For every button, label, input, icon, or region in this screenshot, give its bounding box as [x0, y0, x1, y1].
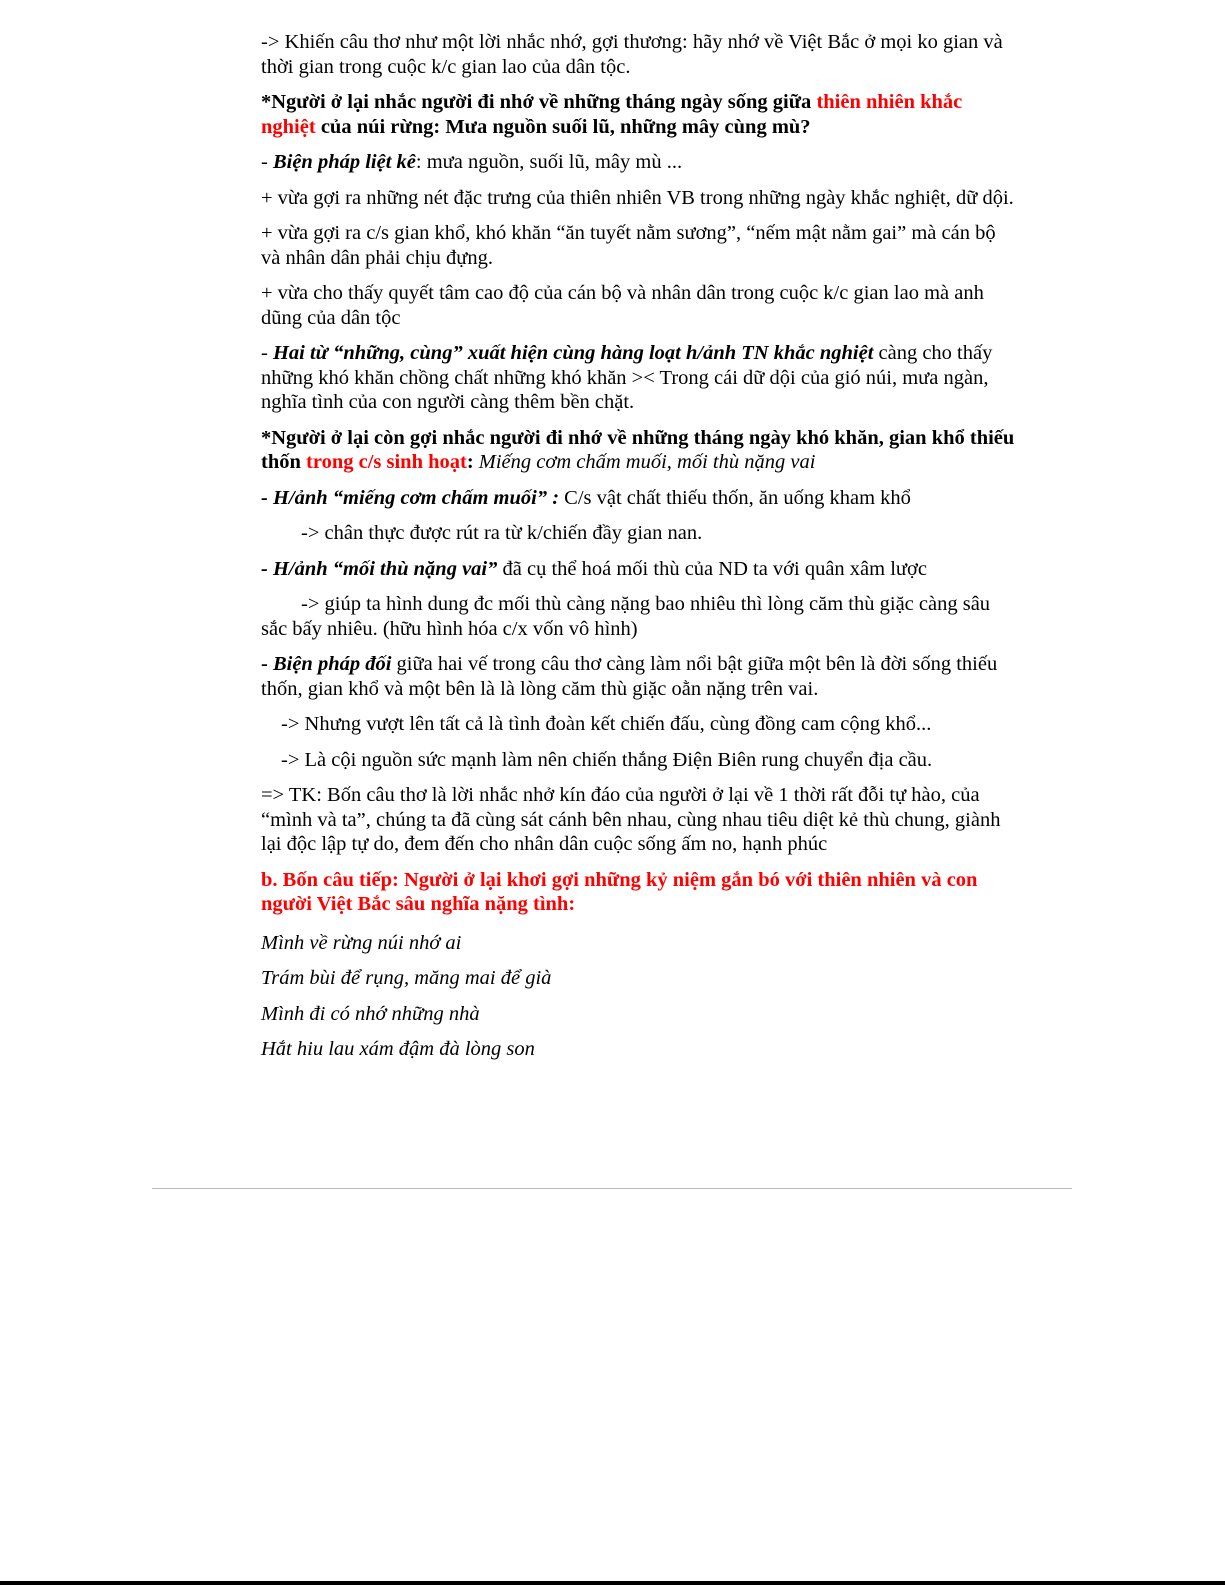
bottom-edge-bar	[0, 1581, 1225, 1585]
text-normal: C/s vật chất thiếu thốn, ăn uống kham khổ	[559, 486, 911, 509]
text-lead: -	[261, 653, 273, 675]
text-normal: -> giúp ta hình dung đc mối thù càng nặng bao nhiêu thì lòng căm thù giặc càng sâu sắc bấy nhiêu. (hữu hình hóa c/x vốn vô hình)	[261, 593, 991, 640]
text-bold: *Người ở lại còn gợi nhắc người đi nhớ về những tháng ngày khó khăn, gian khổ thiếu thốn	[261, 426, 1015, 473]
paragraph-enumeration	[261, 150, 1017, 175]
page-divider	[152, 1188, 1072, 1189]
text-bold-italic: Hai từ “những, cùng” xuất hiện cùng hàng loạt h/ảnh TN khắc nghiệt	[272, 342, 874, 364]
paragraph-nature-intro	[261, 90, 1017, 139]
document-body	[261, 30, 1017, 1073]
poem-line: Mình đi có nhớ những nhà	[261, 1002, 480, 1025]
section-heading: b. Bốn câu tiếp: Người ở lại khơi gợi những kỷ niệm gắn bó với thiên nhiên và con người Việt Bắc sâu nghĩa nặng tình:	[261, 868, 978, 915]
text-normal: đã cụ thể hoá mối thù của ND ta với quân xâm lược	[497, 557, 927, 580]
text-normal: càng cho thấy những khó khăn chồng chất những khó khăn >< Trong cái dữ dội của gió núi, mưa ngàn, nghĩa tình của con người càng thêm bền chặt.	[261, 342, 993, 413]
paragraph-rice-salt	[261, 486, 1017, 511]
text-normal: : mưa nguồn, suối lũ, mây mù ...	[415, 151, 683, 173]
text-bold: *Người ở lại nhắc người đi nhớ về những tháng ngày sống giữa	[261, 91, 817, 113]
text-highlight-red: thiên nhiên khắc nghiệt	[261, 91, 963, 138]
paragraph-point-3: + vừa cho thấy quyết tâm cao độ của cán bộ và nhân dân trong cuộc k/c gian lao mà anh dũng của dân tộc	[261, 282, 984, 329]
text-lead: -	[261, 151, 273, 173]
text-highlight-red: trong c/s sinh hoạt	[306, 451, 467, 473]
paragraph-contrast	[261, 652, 1017, 701]
text-bold-italic: Biện pháp đối	[272, 653, 392, 675]
poem-block	[261, 931, 1017, 1062]
text-bold-italic: - H/ảnh “miếng cơm chấm muối” :	[261, 486, 560, 509]
poem-line: Trám bùi để rụng, măng mai để già	[261, 967, 552, 989]
text-bold-italic: Biện pháp liệt kê	[272, 151, 416, 173]
text-bold: của núi rừng: Mưa nguồn suối lũ, những mây cùng mù?	[315, 115, 811, 138]
text-italic: Miếng cơm chấm muối, mối thù nặng vai	[473, 451, 816, 473]
poem-line: Mình về rừng núi nhớ ai	[261, 931, 462, 954]
paragraph-rice-salt-note: -> chân thực được rút ra từ k/chiến đầy gian nan.	[301, 522, 703, 544]
paragraph-point-2: + vừa gợi ra c/s gian khổ, khó khăn “ăn tuyết nằm sương”, “nếm mật nằm gai” mà cán bộ và nhân dân phải chịu đựng.	[261, 222, 996, 269]
paragraph-hatred	[261, 557, 1017, 582]
paragraph-strength: -> Là cội nguồn sức mạnh làm nên chiến thắng Điện Biên rung chuyển địa cầu.	[281, 748, 933, 771]
text-bold: :	[466, 451, 474, 473]
paragraph-hardship-intro	[261, 426, 1017, 475]
text-normal: giữa hai vế trong câu thơ càng làm nổi bật giữa một bên là đời sống thiếu thốn, gian khổ và một bên là là lòng căm thù giặc oằn nặng trên vai.	[261, 653, 998, 700]
paragraph-two-words	[261, 341, 1017, 415]
text-bold-italic: - H/ảnh “mối thù nặng vai”	[261, 557, 498, 580]
paragraph-hatred-note	[261, 592, 1017, 641]
paragraph-point-1: + vừa gợi ra những nét đặc trưng của thiên nhiên VB trong những ngày khắc nghiệt, dữ dội.	[261, 186, 1014, 209]
text-lead: -	[261, 342, 273, 364]
paragraph-unity: -> Nhưng vượt lên tất cả là tình đoàn kết chiến đấu, cùng đồng cam cộng khổ...	[281, 713, 932, 735]
poem-line: Hắt hiu lau xám đậm đà lòng son	[261, 1038, 535, 1060]
paragraph-conclusion-1: -> Khiến câu thơ như một lời nhắc nhớ, gợi thương: hãy nhớ về Việt Bắc ở mọi ko gian và thời gian trong cuộc k/c gian lao của dân tộc.	[261, 31, 1003, 78]
paragraph-summary: => TK: Bốn câu thơ là lời nhắc nhở kín đáo của người ở lại về 1 thời rất đỗi tự hào, của “mình và ta”, chúng ta đã cùng sát cánh bên nhau, cùng nhau tiêu diệt kẻ thù chung, giành lại độc lập tự do, đem đến cho nhân dân cuộc sống ấm no, hạnh phúc	[261, 784, 1001, 855]
